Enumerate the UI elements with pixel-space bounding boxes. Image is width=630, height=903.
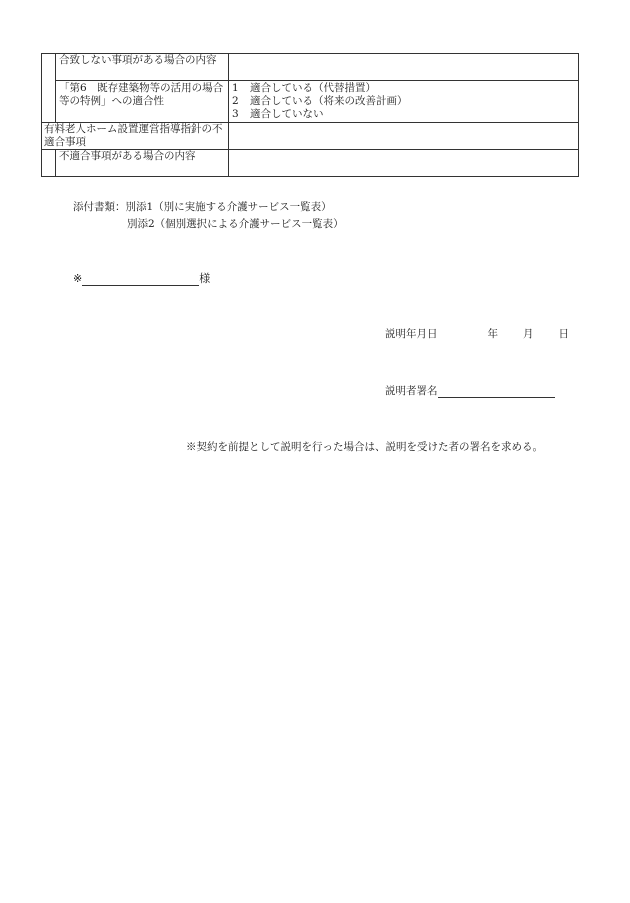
guideline-nonconformity-value xyxy=(229,123,579,150)
explanation-date-line xyxy=(385,328,569,341)
table-gutter-cell xyxy=(42,150,56,177)
signer-line xyxy=(385,385,555,398)
date-label: 説明年月日 xyxy=(385,328,438,340)
disclosure-table xyxy=(41,53,579,177)
attachments-heading: 添付書類： xyxy=(73,201,126,213)
signature-note: ※契約を前提として説明を行った場合は、説明を受けた者の署名を求める。 xyxy=(186,441,543,453)
table-row xyxy=(42,54,579,81)
date-year-unit: 年 xyxy=(487,328,498,340)
mismatch-content-label: 合致しない事項がある場合の内容 xyxy=(56,54,229,81)
addressee-name-field[interactable] xyxy=(82,273,199,286)
table-row xyxy=(42,81,579,123)
signer-label: 説明者署名 xyxy=(385,385,438,397)
table-row xyxy=(42,123,579,150)
option-item xyxy=(232,82,575,95)
guideline-nonconformity-label: 有料老人ホーム設置運営指導指針の不適合事項 xyxy=(42,123,229,150)
table-gutter-cell xyxy=(42,81,56,123)
table-gutter-cell xyxy=(42,54,56,81)
special-rule-label: 「第6 既存建築物等の活用の場合等の特例」への適合性 xyxy=(56,81,229,123)
attachment-line xyxy=(73,216,344,233)
nonconformity-content-label: 不適合事項がある場合の内容 xyxy=(56,150,229,177)
option-text: 適合している（代替措置） xyxy=(250,82,376,94)
option-item xyxy=(232,108,575,121)
option-text: 適合していない xyxy=(250,108,324,120)
special-rule-options xyxy=(229,81,579,123)
option-number: 3 xyxy=(232,108,239,120)
option-item xyxy=(232,95,575,108)
signer-signature-field[interactable] xyxy=(438,385,555,398)
addressee-prefix: ※ xyxy=(73,272,83,285)
date-day-unit: 日 xyxy=(558,328,569,340)
table-row xyxy=(42,150,579,177)
attachments-block xyxy=(73,199,344,233)
attachment-item-1: 別添1（別に実施する介護サービス一覧表） xyxy=(125,201,332,213)
attachment-line xyxy=(73,199,344,216)
mismatch-content-value xyxy=(229,54,579,81)
nonconformity-content-value xyxy=(229,150,579,177)
addressee-suffix: 様 xyxy=(199,272,211,285)
addressee-line xyxy=(73,272,210,286)
option-number: 1 xyxy=(232,82,239,94)
attachment-item-2: 別添2（個別選択による介護サービス一覧表） xyxy=(127,218,344,230)
option-number: 2 xyxy=(232,95,239,107)
date-month-unit: 月 xyxy=(523,328,534,340)
option-text: 適合している（将来の改善計画） xyxy=(250,95,408,107)
